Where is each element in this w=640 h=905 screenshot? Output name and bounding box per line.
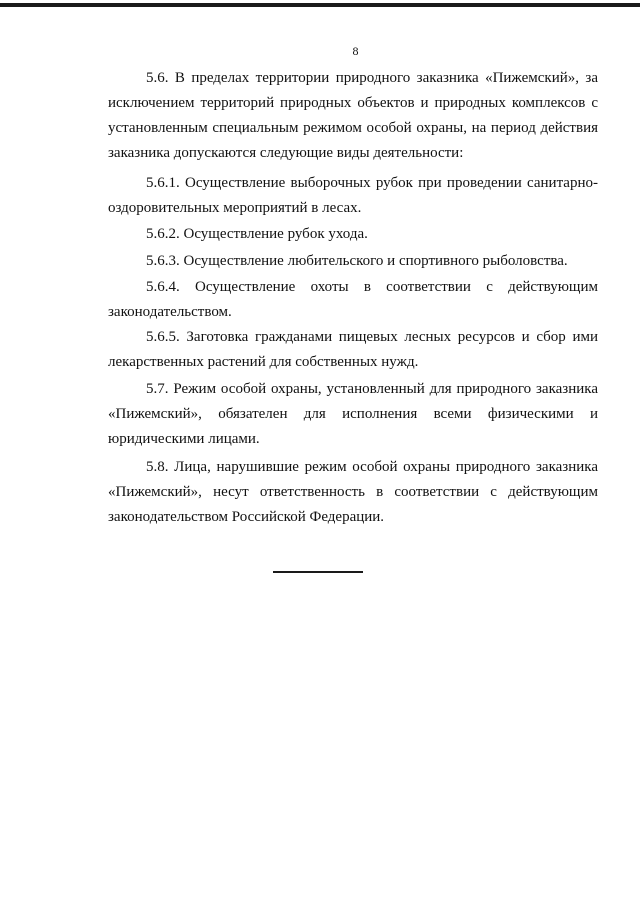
paragraph-5-6: 5.6. В пределах территории природного заказника «Пижемский», за исключением территорий природных объектов и природных комплексов с установленным специальным режимом особой охраны, на период действия заказника допускаются следующие виды деятельности: <box>108 70 598 161</box>
paragraph-5-6-5: 5.6.5. Заготовка гражданами пищевых лесных ресурсов и сбор ими лекарственных растений для собственных нужд. <box>108 329 598 370</box>
paragraph-5-6-3: 5.6.3. Осуществление любительского и спортивного рыболовства. <box>146 253 568 269</box>
page-number: 8 <box>352 44 359 58</box>
paragraph-5-8: 5.8. Лица, нарушившие режим особой охраны природного заказника «Пижемский», несут ответственность в соответствии с действующим законодательством Российской Федерации. <box>108 459 598 525</box>
paragraph-5-7: 5.7. Режим особой охраны, установленный для природного заказника «Пижемский», обязателен для исполнения всеми физическими и юридическими лицами. <box>108 381 598 447</box>
end-of-text-line <box>273 571 363 573</box>
top-border-line <box>0 3 640 7</box>
paragraph-5-6-4: 5.6.4. Осуществление охоты в соответствии с действующим законодательством. <box>108 279 598 320</box>
paragraph-5-6-2: 5.6.2. Осуществление рубок ухода. <box>146 226 368 242</box>
paragraph-5-6-1: 5.6.1. Осуществление выборочных рубок при проведении санитарно-оздоровительных мероприятий в лесах. <box>108 175 598 216</box>
